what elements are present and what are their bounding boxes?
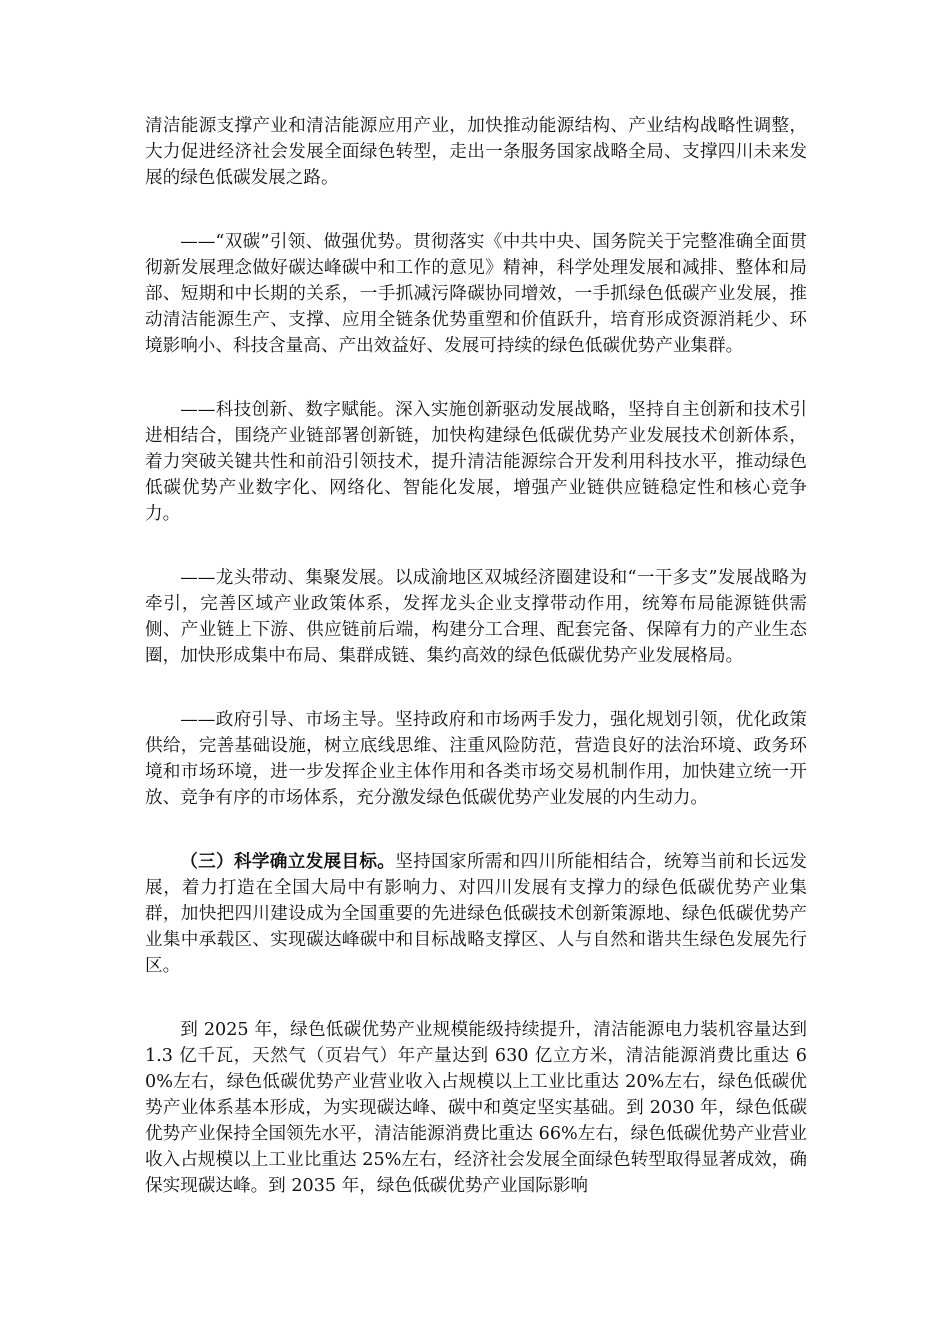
- paragraph-tech-innovation: ——科技创新、数字赋能。深入实施创新驱动发展战略，坚持自主创新和技术引进相结合，围绕产业链部署创新链，加快构建绿色低碳优势产业发展技术创新体系，着力突破关键共性和前沿引领技术，提升清洁能源综合开发利用科技水平，推动绿色低碳优势产业数字化、网络化、智能化发展，增强产业链供应链稳定性和核心竞争力。: [145, 400, 807, 524]
- paragraph-development-goals: [145, 849, 807, 979]
- paragraph-continuation: 清洁能源支撑产业和清洁能源应用产业，加快推动能源结构、产业结构战略性调整，大力促进经济社会发展全面绿色转型，走出一条服务国家战略全局、支撑四川未来发展的绿色低碳发展之路。: [145, 116, 807, 188]
- paragraph-government-market: ——政府引导、市场主导。坚持政府和市场两手发力，强化规划引领，优化政策供给，完善基础设施，树立底线思维、注重风险防范，营造良好的法治环境、政务环境和市场环境，进一步发挥企业主体作用和各类市场交易机制作用，加快建立统一开放、竞争有序的市场体系，充分激发绿色低碳优势产业发展的内生动力。: [145, 710, 807, 808]
- section-heading: （三）科学确立发展目标。: [180, 851, 396, 872]
- section-body: 坚持国家所需和四川所能相结合，统筹当前和长远发展，着力打造在全国大局中有影响力、对四川发展有支撑力的绿色低碳优势产业集群，加快把四川建设成为全国重要的先进绿色低碳技术创新策源地、绿色低碳优势产业集中承载区、实现碳达峰碳中和目标战略支撑区、人与自然和谐共生绿色发展先行区。: [145, 852, 807, 976]
- paragraph-leading-enterprises: ——龙头带动、集聚发展。以成渝地区双城经济圈建设和“一干多支”发展战略为牵引，完善区域产业政策体系，发挥龙头企业支撑带动作用，统筹布局能源链供需侧、产业链上下游、供应链前后端，构建分工合理、配套完备、保障有力的产业生态圈，加快形成集中布局、集群成链、集约高效的绿色低碳优势产业发展格局。: [145, 568, 807, 666]
- paragraph-dual-carbon: ——“双碳”引领、做强优势。贯彻落实《中共中央、国务院关于完整准确全面贯彻新发展理念做好碳达峰碳中和工作的意见》精神，科学处理发展和减排、整体和局部、短期和中长期的关系，一手抓减污降碳协同增效，一手抓绿色低碳产业发展，推动清洁能源生产、支撑、应用全链条优势重塑和价值跃升，培育形成资源消耗少、环境影响小、科技含量高、产出效益好、发展可持续的绿色低碳优势产业集群。: [145, 232, 807, 356]
- document-page: [145, 113, 807, 1237]
- paragraph-targets: 到 2025 年，绿色低碳优势产业规模能级持续提升，清洁能源电力装机容量达到 1.3 亿千瓦，天然气（页岩气）年产量达到 630 亿立方米，清洁能源消费比重达 60%左右，绿色低碳优势产业营业收入占规模以上工业比重达 20%左右，绿色低碳优势产业体系基本形成，为实现碳达峰、碳中和奠定坚实基础。到 2030 年，绿色低碳优势产业保持全国领先水平，清洁能源消费比重达 66%左右，绿色低碳优势产业营业收入占规模以上工业比重达 25%左右，经济社会发展全面绿色转型取得显著成效，确保实现碳达峰。到 2035 年，绿色低碳优势产业国际影响: [145, 1020, 807, 1196]
